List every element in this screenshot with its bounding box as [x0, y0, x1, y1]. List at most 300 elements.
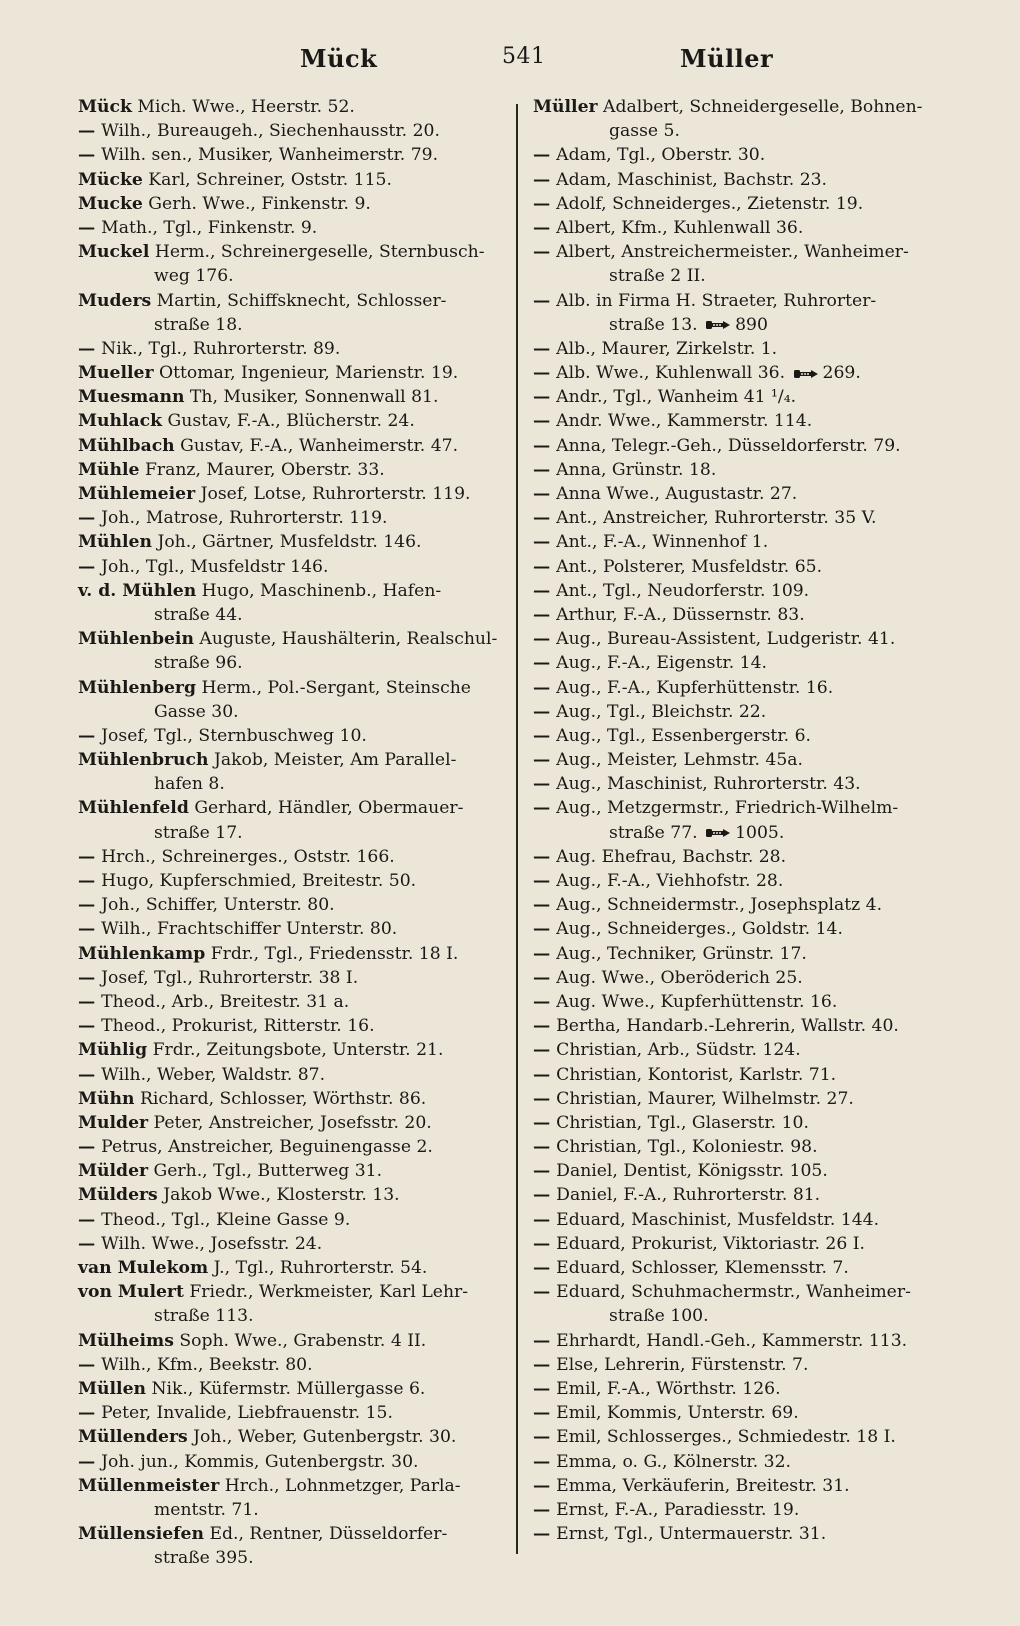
entry-line [78, 458, 518, 482]
entry-surname: — [533, 1330, 557, 1351]
entry-surname: — [78, 725, 102, 746]
entry-line [78, 942, 518, 966]
entry-line [78, 1425, 518, 1449]
entry-details: Aug., Tgl., Essenbergerstr. 6. [556, 725, 811, 746]
entry-surname: — [533, 193, 557, 214]
entry-surname: — [533, 169, 557, 190]
entry-line [78, 1135, 518, 1159]
entry-line [533, 724, 973, 748]
entry-line [533, 1280, 973, 1304]
entry-surname: Müllenmeister [78, 1475, 220, 1496]
entry-continuation: straße 13. [609, 314, 698, 335]
entry-details: Josef, Tgl., Sternbuschweg 10. [101, 725, 367, 746]
entry-continuation: straße 44. [154, 604, 243, 625]
entry-line [533, 1450, 973, 1474]
entry-details: Ottomar, Ingenieur, Marienstr. 19. [153, 363, 459, 384]
entry-line [533, 192, 973, 216]
entry-surname: Mulder [78, 1112, 149, 1133]
entry-details: Auguste, Haushälterin, Realschul- [193, 629, 498, 650]
entry-line [533, 1474, 973, 1498]
entry-surname: Müllen [78, 1378, 147, 1399]
entry-line [78, 1546, 518, 1570]
entry-line [533, 966, 973, 990]
entry-line [78, 651, 518, 675]
entry-line [533, 579, 973, 603]
entry-details: Emil, Kommis, Unterstr. 69. [556, 1403, 799, 1424]
entry-line [533, 1135, 973, 1159]
entry-line [78, 216, 518, 240]
entry-line [533, 1425, 973, 1449]
entry-details: Gerh., Tgl., Butterweg 31. [148, 1161, 383, 1182]
entry-line [78, 700, 518, 724]
entry-details: Frdr., Zeitungsbote, Unterstr. 21. [147, 1040, 444, 1061]
entry-surname: Mühlenbruch [78, 750, 209, 771]
entry-line [78, 1304, 518, 1328]
entry-line [533, 168, 973, 192]
entry-line [533, 337, 973, 361]
entry-surname: — [533, 1088, 557, 1109]
entry-surname: v. d. Mühlen [78, 580, 197, 601]
entry-details: Emma, o. G., Kölnerstr. 32. [556, 1451, 791, 1472]
entry-details: Wilh. sen., Musiker, Wanheimerstr. 79. [101, 145, 439, 166]
entry-details: Aug., Metzgermstr., Friedrich-Wilhelm- [556, 798, 899, 819]
entry-details: Friedr., Werkmeister, Karl Lehr- [183, 1282, 469, 1303]
entry-details: Wilh., Kfm., Beekstr. 80. [101, 1354, 313, 1375]
entry-surname: Mühlenbein [78, 629, 194, 650]
entry-line [533, 216, 973, 240]
entry-line [78, 240, 518, 264]
entry-details: Theod., Prokurist, Ritterstr. 16. [101, 1016, 375, 1037]
entry-details: Daniel, Dentist, Königsstr. 105. [556, 1161, 828, 1182]
entry-line [78, 1256, 518, 1280]
entry-surname: Muckel [78, 242, 150, 263]
entry-surname: — [533, 290, 557, 311]
entry-details: Adam, Tgl., Oberstr. 30. [556, 145, 766, 166]
entry-surname: — [533, 846, 557, 867]
entry-line [533, 95, 973, 119]
entry-line [78, 748, 518, 772]
telephone-icon [705, 826, 731, 840]
entry-line [78, 1038, 518, 1062]
entry-details: Aug. Ehefrau, Bachstr. 28. [556, 846, 787, 867]
entry-line [78, 1111, 518, 1135]
entry-surname: — [533, 1209, 557, 1230]
entry-surname: — [533, 1258, 557, 1278]
entry-details: Richard, Schlosser, Wörthstr. 86. [134, 1088, 427, 1109]
entry-details: Ant., Anstreicher, Ruhrorterstr. 35 V. [556, 508, 877, 529]
entry-details: Gerh. Wwe., Finkenstr. 9. [142, 193, 371, 214]
entry-surname: — [533, 1233, 557, 1254]
entry-surname: — [78, 1233, 102, 1254]
entry-continuation: weg 176. [154, 266, 234, 287]
entry-line [533, 1256, 973, 1280]
entry-details: Emma, Verkäuferin, Breitestr. 31. [556, 1475, 850, 1496]
entry-surname: — [78, 1403, 102, 1424]
entry-details: Wilh., Weber, Waldstr. 87. [101, 1064, 326, 1085]
header-left-keyword: Mück [300, 44, 378, 73]
entry-surname: Müllensiefen [78, 1524, 204, 1545]
entry-line [533, 143, 973, 167]
entry-details: Franz, Maurer, Oberstr. 33. [139, 459, 385, 480]
entry-surname: Mühlemeier [78, 484, 196, 504]
entry-line [533, 361, 973, 385]
entry-details: Frdr., Tgl., Friedensstr. 18 I. [205, 943, 459, 964]
entry-details: Josef, Lotse, Ruhrorterstr. 119. [195, 484, 471, 504]
entry-line [78, 530, 518, 554]
entry-line [533, 506, 973, 530]
entry-surname: — [533, 943, 557, 964]
entry-line [78, 337, 518, 361]
entry-continuation: straße 113. [154, 1306, 254, 1327]
entry-line [78, 1159, 518, 1183]
entry-surname: — [78, 871, 102, 891]
column-divider [516, 104, 518, 1554]
entry-details: Joh., Schiffer, Unterstr. 80. [101, 895, 335, 916]
entry-line [78, 1063, 518, 1087]
entry-surname: — [78, 508, 102, 529]
entry-line [533, 821, 973, 845]
entry-surname: — [533, 1040, 557, 1061]
entry-line [78, 917, 518, 941]
entry-line [78, 724, 518, 748]
entry-details: Alb., Maurer, Zirkelstr. 1. [556, 338, 778, 359]
entry-surname: — [533, 1378, 557, 1399]
entry-line [78, 1280, 518, 1304]
entry-surname: — [533, 508, 557, 529]
entry-line [533, 700, 973, 724]
entry-details: Aug. Wwe., Kupferhüttenstr. 16. [556, 991, 838, 1012]
entry-details: Aug., Tgl., Bleichstr. 22. [556, 701, 767, 722]
entry-surname: Müller [533, 97, 598, 117]
entry-surname: — [78, 556, 102, 577]
entry-details: Th, Musiker, Sonnenwall 81. [184, 387, 439, 408]
entry-line [78, 676, 518, 700]
entry-continuation: straße 18. [154, 314, 243, 335]
entry-details: Gerhard, Händler, Obermauer- [188, 798, 464, 819]
entry-surname: — [533, 556, 557, 577]
entry-details: Bertha, Handarb.-Lehrerin, Wallstr. 40. [556, 1016, 899, 1037]
entry-details: Eduard, Schuhmachermstr., Wanheimer- [556, 1282, 911, 1303]
entry-line [78, 1329, 518, 1353]
entry-details: Christian, Tgl., Glaserstr. 10. [556, 1112, 809, 1133]
entry-details: Theod., Tgl., Kleine Gasse 9. [101, 1209, 351, 1230]
entry-details: J., Tgl., Ruhrorterstr. 54. [208, 1258, 428, 1278]
entry-surname: — [533, 604, 557, 625]
entry-details: Hrch., Schreinerges., Oststr. 166. [101, 846, 395, 867]
entry-line [533, 1498, 973, 1522]
entry-details: Else, Lehrerin, Fürstenstr. 7. [556, 1354, 809, 1375]
entry-details: Jakob Wwe., Klosterstr. 13. [157, 1185, 400, 1206]
entry-details: Joh., Weber, Gutenbergstr. 30. [187, 1427, 457, 1448]
entry-details: Alb. in Firma H. Straeter, Ruhrorter- [556, 290, 877, 311]
right-column [533, 95, 973, 1546]
entry-line [78, 1377, 518, 1401]
entry-line [78, 313, 518, 337]
entry-continuation: Gasse 30. [154, 701, 239, 722]
entry-surname: — [78, 991, 102, 1012]
entry-line [533, 482, 973, 506]
entry-line [533, 530, 973, 554]
entry-surname: — [533, 629, 557, 650]
entry-surname: — [78, 1451, 102, 1472]
entry-surname: — [533, 750, 557, 771]
entry-line [78, 95, 518, 119]
entry-line [533, 1159, 973, 1183]
entry-details: Nik., Küfermstr. Müllergasse 6. [146, 1378, 426, 1399]
entry-line [533, 1401, 973, 1425]
entry-details: Aug., Meister, Lehmstr. 45a. [556, 750, 803, 771]
entry-surname: Mueller [78, 363, 154, 384]
entry-line [533, 1522, 973, 1546]
entry-line [533, 1304, 973, 1328]
entry-surname: — [533, 435, 557, 456]
entry-details: Ant., F.-A., Winnenhof 1. [556, 532, 769, 553]
entry-surname: Muders [78, 290, 152, 311]
entry-details: Aug., F.-A., Viehhofstr. 28. [556, 871, 784, 891]
entry-line [533, 1111, 973, 1135]
left-column [78, 95, 518, 1570]
entry-line [533, 434, 973, 458]
entry-continuation: straße 100. [609, 1306, 709, 1327]
entry-surname: — [78, 145, 102, 166]
entry-line [78, 409, 518, 433]
entry-surname: van Mulekom [78, 1258, 209, 1278]
entry-line [533, 1353, 973, 1377]
entry-details: Aug., Maschinist, Ruhrorterstr. 43. [556, 774, 861, 795]
entry-line [533, 119, 973, 143]
entry-line [533, 603, 973, 627]
entry-details: Joh., Matrose, Ruhrorterstr. 119. [101, 508, 388, 529]
entry-surname: — [78, 121, 102, 142]
entry-line [533, 1063, 973, 1087]
entry-details: Ant., Polsterer, Musfeldstr. 65. [556, 556, 823, 577]
entry-surname: — [533, 1354, 557, 1375]
entry-details: Theod., Arb., Breitestr. 31 a. [101, 991, 350, 1012]
entry-surname: Mühlenkamp [78, 943, 206, 964]
entry-continuation: gasse 5. [609, 121, 680, 142]
entry-continuation: straße 77. [609, 822, 698, 843]
entry-details: Petrus, Anstreicher, Beguinengasse 2. [101, 1137, 433, 1158]
entry-surname: — [78, 1137, 102, 1158]
entry-details: Josef, Tgl., Ruhrorterstr. 38 I. [101, 967, 359, 988]
entry-line [533, 796, 973, 820]
entry-surname: — [533, 1016, 557, 1037]
entry-continuation: straße 395. [154, 1548, 254, 1569]
entry-surname: von Mulert [78, 1282, 184, 1303]
telephone-number: 1005. [735, 822, 785, 843]
entry-details: Martin, Schiffsknecht, Schlosser- [151, 290, 447, 311]
entry-line [533, 748, 973, 772]
entry-line [78, 893, 518, 917]
entry-line [533, 627, 973, 651]
entry-line [533, 869, 973, 893]
entry-surname: — [533, 1137, 557, 1158]
entry-line [533, 1038, 973, 1062]
entry-surname: — [78, 1016, 102, 1037]
entry-surname: — [533, 677, 557, 698]
entry-line [533, 651, 973, 675]
entry-surname: Mühlen [78, 532, 152, 553]
entry-details: Nik., Tgl., Ruhrorterstr. 89. [101, 338, 341, 359]
entry-details: Mich. Wwe., Heerstr. 52. [131, 97, 355, 117]
entry-surname: — [533, 1064, 557, 1085]
entry-line [533, 893, 973, 917]
entry-line [78, 555, 518, 579]
entry-surname: — [78, 1064, 102, 1085]
entry-surname: — [78, 217, 102, 238]
entry-line [78, 627, 518, 651]
entry-line [78, 192, 518, 216]
entry-details: Aug. Wwe., Oberöderich 25. [556, 967, 803, 988]
entry-details: Christian, Arb., Südstr. 124. [556, 1040, 801, 1061]
entry-details: Joh., Tgl., Musfeldstr 146. [101, 556, 329, 577]
entry-details: Anna, Grünstr. 18. [556, 459, 717, 480]
entry-surname: — [533, 1161, 557, 1182]
entry-line [533, 385, 973, 409]
entry-line [78, 1353, 518, 1377]
entry-details: Aug., F.-A., Eigenstr. 14. [556, 653, 767, 674]
entry-surname: — [533, 871, 557, 891]
entry-surname: — [78, 1209, 102, 1230]
entry-details: Adalbert, Schneidergeselle, Bohnen- [597, 97, 923, 117]
entry-details: Hugo, Kupferschmied, Breitestr. 50. [101, 871, 417, 891]
entry-details: Emil, Schlosserges., Schmiedestr. 18 I. [556, 1427, 896, 1448]
entry-surname: — [533, 338, 557, 359]
entry-surname: — [533, 1185, 557, 1206]
entry-surname: Mülders [78, 1185, 158, 1206]
entry-line [78, 264, 518, 288]
entry-details: Albert, Anstreichermeister., Wanheimer- [556, 242, 909, 263]
entry-details: Daniel, F.-A., Ruhrorterstr. 81. [556, 1185, 821, 1206]
entry-details: Peter, Invalide, Liebfrauenstr. 15. [101, 1403, 393, 1424]
telephone-icon [793, 367, 819, 381]
entry-surname: — [533, 217, 557, 238]
entry-line [533, 458, 973, 482]
entry-line [78, 434, 518, 458]
entry-line [78, 506, 518, 530]
entry-surname: — [78, 895, 102, 916]
entry-details: Adam, Maschinist, Bachstr. 23. [556, 169, 828, 190]
entry-surname: Mühle [78, 459, 140, 480]
entry-continuation: mentstr. 71. [154, 1499, 259, 1520]
telephone-icon [705, 318, 731, 332]
entry-continuation: straße 96. [154, 653, 243, 674]
entry-surname: — [533, 895, 557, 916]
entry-surname: Mülheims [78, 1330, 174, 1351]
entry-details: Christian, Kontorist, Karlstr. 71. [556, 1064, 837, 1085]
entry-details: Anna Wwe., Augustastr. 27. [556, 484, 798, 504]
entry-details: Math., Tgl., Finkenstr. 9. [101, 217, 318, 238]
entry-line [533, 990, 973, 1014]
entry-surname: Mücke [78, 169, 143, 190]
entry-line [78, 603, 518, 627]
entry-surname: — [533, 967, 557, 988]
entry-line [78, 1401, 518, 1425]
entry-details: Wilh., Bureaugeh., Siechenhausstr. 20. [101, 121, 440, 142]
entry-surname: — [533, 145, 557, 166]
entry-surname: — [533, 919, 557, 940]
entry-surname: — [78, 919, 102, 940]
entry-line [533, 555, 973, 579]
entry-surname: — [533, 1451, 557, 1472]
entry-line [78, 1014, 518, 1038]
entry-details: Wilh. Wwe., Josefsstr. 24. [101, 1233, 323, 1254]
entry-surname: — [533, 774, 557, 795]
entry-surname: Mülder [78, 1161, 149, 1182]
entry-line [78, 385, 518, 409]
entry-details: Arthur, F.-A., Düssernstr. 83. [556, 604, 805, 625]
entry-surname: — [533, 1475, 557, 1496]
entry-details: Peter, Anstreicher, Josefsstr. 20. [148, 1112, 432, 1133]
entry-details: Andr., Tgl., Wanheim 41 ¹/₄. [556, 387, 797, 408]
entry-surname: Müllenders [78, 1427, 188, 1448]
entry-surname: Mucke [78, 193, 143, 214]
entry-details: Ernst, Tgl., Untermauerstr. 31. [556, 1524, 827, 1545]
entry-continuation: straße 2 II. [609, 266, 706, 287]
entry-continuation: straße 17. [154, 822, 243, 843]
entry-line [78, 1474, 518, 1498]
entry-line [533, 1183, 973, 1207]
entry-line [78, 966, 518, 990]
entry-details: Wilh., Frachtschiffer Unterstr. 80. [101, 919, 398, 940]
entry-details: Gustav, F.-A., Blücherstr. 24. [162, 411, 415, 432]
entry-line [533, 1377, 973, 1401]
entry-details: Aug., Schneiderges., Goldstr. 14. [556, 919, 843, 940]
entry-surname: — [533, 1499, 557, 1520]
entry-line [78, 1522, 518, 1546]
entry-line [533, 1329, 973, 1353]
entry-details: Ernst, F.-A., Paradiesstr. 19. [556, 1499, 800, 1520]
entry-details: Hrch., Lohnmetzger, Parla- [219, 1475, 461, 1496]
entry-line [533, 289, 973, 313]
entry-surname: — [78, 967, 102, 988]
entry-surname: — [78, 338, 102, 359]
entry-line [533, 240, 973, 264]
entry-details: Eduard, Schlosser, Klemensstr. 7. [556, 1258, 849, 1278]
entry-surname: — [533, 991, 557, 1012]
entry-surname: — [533, 1403, 557, 1424]
page-header [0, 44, 1020, 84]
entry-details: Hugo, Maschinenb., Hafen- [196, 580, 442, 601]
entry-details: Aug., Schneidermstr., Josephsplatz 4. [556, 895, 883, 916]
entry-surname: — [533, 580, 557, 601]
entry-line [533, 942, 973, 966]
entry-details: Adolf, Schneiderges., Zietenstr. 19. [556, 193, 864, 214]
entry-line [78, 168, 518, 192]
entry-line [78, 1183, 518, 1207]
entry-surname: Mück [78, 97, 132, 117]
entry-line [78, 119, 518, 143]
entry-details: Herm., Schreinergeselle, Sternbusch- [149, 242, 485, 263]
entry-line [533, 313, 973, 337]
entry-surname: Mühlbach [78, 435, 175, 456]
entry-surname: Mühlenfeld [78, 798, 189, 819]
entry-line [78, 821, 518, 845]
entry-details: Jakob, Meister, Am Parallel- [208, 750, 457, 771]
entry-details: Eduard, Prokurist, Viktoriastr. 26 I. [556, 1233, 865, 1254]
entry-line [533, 917, 973, 941]
entry-line [533, 845, 973, 869]
entry-details: Eduard, Maschinist, Musfeldstr. 144. [556, 1209, 880, 1230]
entry-line [78, 1498, 518, 1522]
entry-line [78, 845, 518, 869]
entry-details: Joh. jun., Kommis, Gutenbergstr. 30. [101, 1451, 419, 1472]
entry-line [533, 1014, 973, 1038]
entry-surname: — [533, 484, 557, 504]
entry-details: Joh., Gärtner, Musfeldstr. 146. [151, 532, 422, 553]
entry-details: Christian, Maurer, Wilhelmstr. 27. [556, 1088, 854, 1109]
entry-surname: — [533, 725, 557, 746]
